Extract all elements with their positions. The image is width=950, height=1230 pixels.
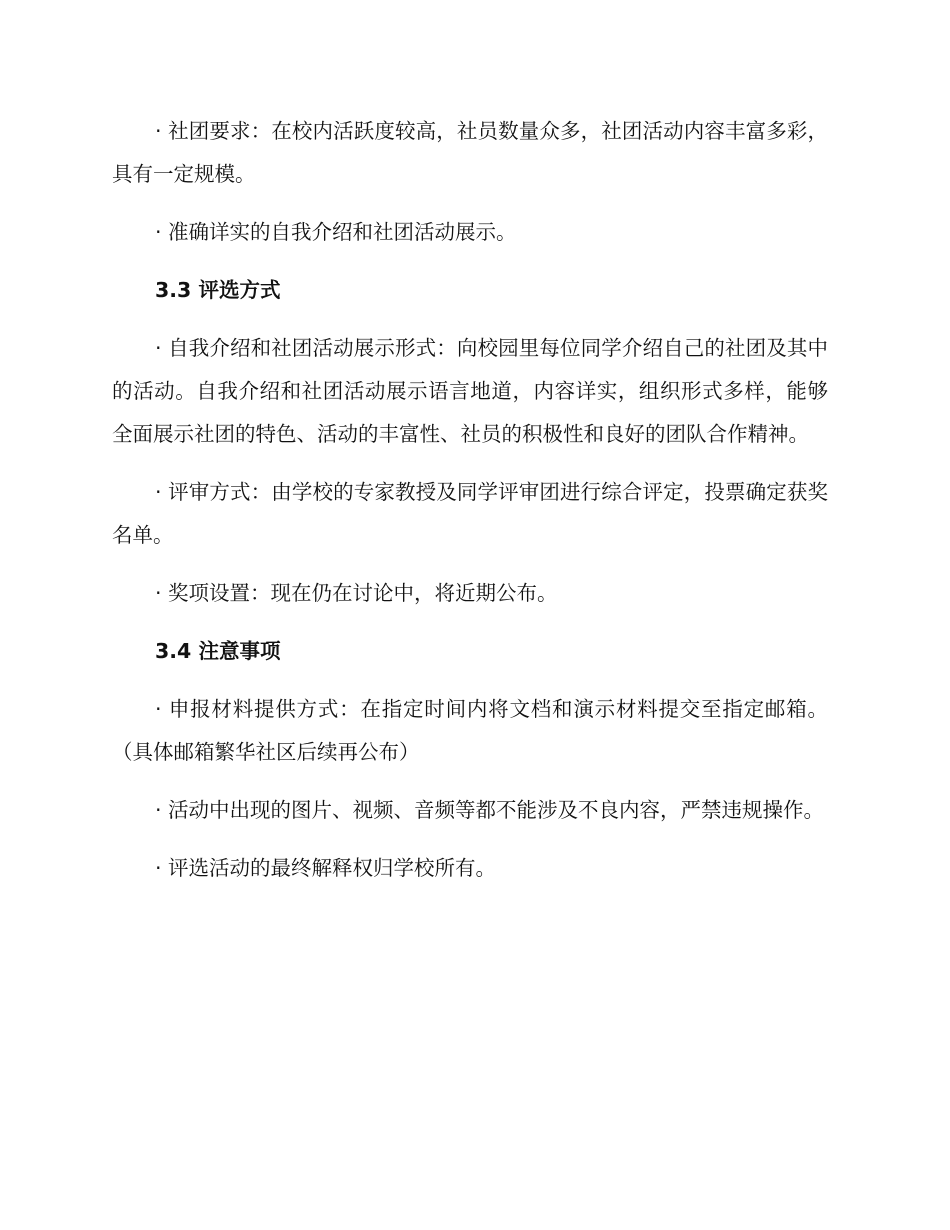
award-settings-paragraph: · 奖项设置：现在仍在讨论中，将近期公布。: [155, 581, 558, 605]
section-heading-selection-method: 3.3 评选方式: [155, 278, 281, 302]
self-introduction-paragraph: · 准确详实的自我介绍和社团活动展示。: [155, 220, 517, 244]
final-interpretation-paragraph: · 评选活动的最终解释权归学校所有。: [155, 856, 497, 880]
submission-method-paragraph: · 申报材料提供方式：在指定时间内将文档和演示材料提交至指定邮箱。（具体邮箱繁华社区后续再公布）: [112, 697, 828, 764]
review-method-paragraph: · 评审方式：由学校的专家教授及同学评审团进行综合评定，投票确定获奖名单。: [112, 480, 828, 547]
document-page: [112, 110, 828, 905]
section-heading-notes: 3.4 注意事项: [155, 639, 281, 663]
club-requirements-paragraph: · 社团要求：在校内活跃度较高，社员数量众多，社团活动内容丰富多彩，具有一定规模。: [112, 119, 828, 186]
presentation-format-paragraph: · 自我介绍和社团活动展示形式：向校园里每位同学介绍自己的社团及其中的活动。自我介绍和社团活动展示语言地道，内容详实，组织形式多样，能够全面展示社团的特色、活动的丰富性、社员的积极性和良好的团队合作精神。: [112, 336, 828, 446]
content-restriction-paragraph: · 活动中出现的图片、视频、音频等都不能涉及不良内容，严禁违规操作。: [155, 798, 825, 822]
